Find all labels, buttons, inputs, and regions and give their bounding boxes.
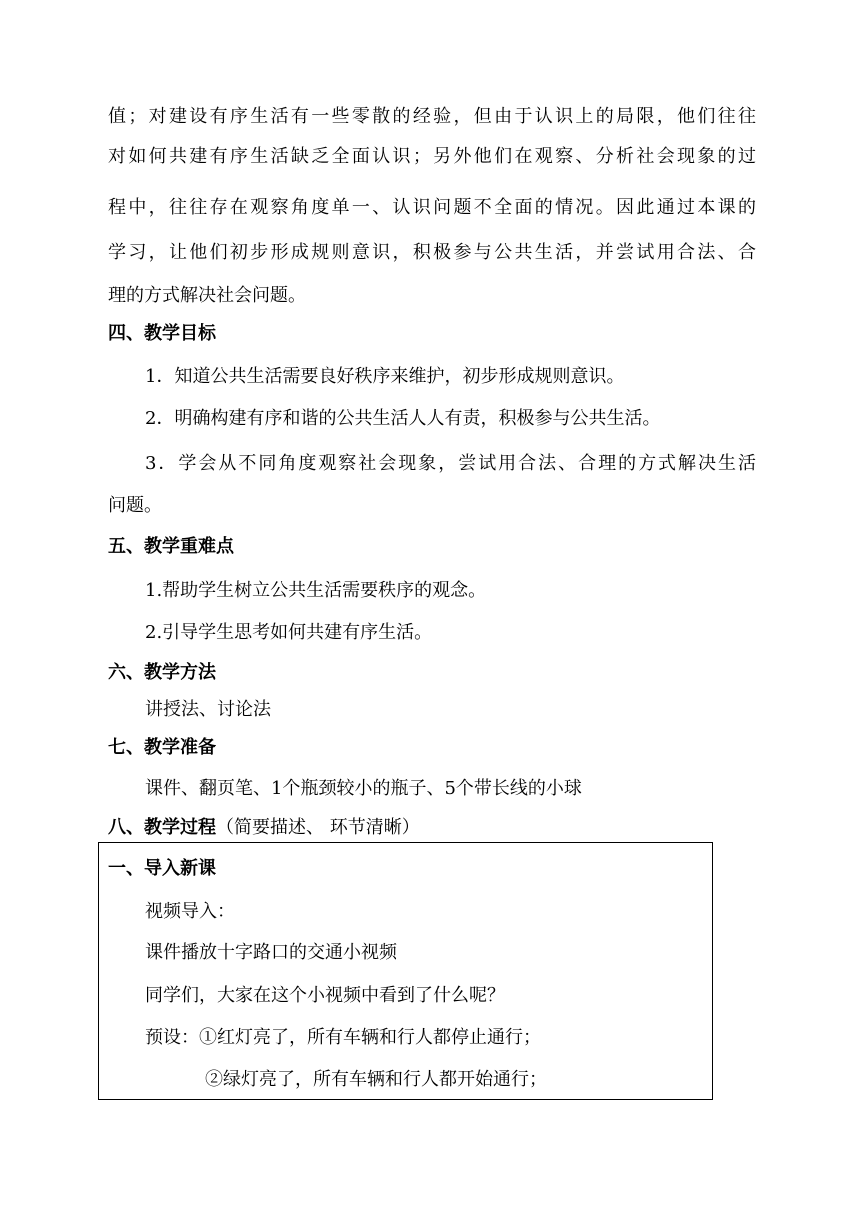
process-box-line-3: 同学们，大家在这个小视频中看到了什么呢？ xyxy=(145,985,505,1006)
key-point-item-2: 2.引导学生思考如何共建有序生活。 xyxy=(145,622,433,643)
process-box-line-1: 视频导入： xyxy=(145,901,235,922)
paragraph-line-4: 学习，让他们初步形成规则意识，积极参与公共生活，并尝试用合法、合 xyxy=(108,242,756,263)
process-box-line-4: 预设：①红灯亮了，所有车辆和行人都停止通行； xyxy=(145,1027,541,1048)
objective-item-3-line-1: 3．学会从不同角度观察社会现象，尝试用合法、合理的方式解决生活 xyxy=(145,453,756,474)
objective-item-1: 1．知道公共生活需要良好秩序来维护，初步形成规则意识。 xyxy=(145,366,625,387)
section-heading-process: 八、教学过程 xyxy=(108,817,216,838)
process-note: （简要描述、 环节清晰） xyxy=(216,817,420,838)
paragraph-line-3: 程中，往往存在观察角度单一、认识问题不全面的情况。因此通过本课的 xyxy=(108,197,756,218)
section-heading-preparation: 七、教学准备 xyxy=(108,737,216,758)
process-box xyxy=(98,842,713,1100)
section-heading-key-points: 五、教学重难点 xyxy=(108,536,234,557)
section-heading-objectives: 四、教学目标 xyxy=(108,323,216,344)
key-point-item-1: 1.帮助学生树立公共生活需要秩序的观念。 xyxy=(145,580,487,601)
section-heading-process-row xyxy=(108,816,756,840)
paragraph-line-1: 值；对建设有序生活有一些零散的经验，但由于认识上的局限，他们往往 xyxy=(108,106,756,127)
process-box-title: 一、导入新课 xyxy=(108,858,216,879)
paragraph-line-5: 理的方式解决社会问题。 xyxy=(108,285,306,306)
objective-item-2: 2．明确构建有序和谐的公共生活人人有责，积极参与公共生活。 xyxy=(145,408,661,429)
section-heading-methods: 六、教学方法 xyxy=(108,662,216,683)
methods-content: 讲授法、讨论法 xyxy=(145,699,271,720)
paragraph-line-2: 对如何共建有序生活缺乏全面认识；另外他们在观察、分析社会现象的过 xyxy=(108,146,756,167)
objective-item-3-line-2: 问题。 xyxy=(108,495,162,516)
process-box-line-2: 课件播放十字路口的交通小视频 xyxy=(145,942,397,963)
preparation-content: 课件、翻页笔、1个瓶颈较小的瓶子、5个带长线的小球 xyxy=(145,778,582,799)
process-box-line-5: ②绿灯亮了，所有车辆和行人都开始通行； xyxy=(205,1069,547,1090)
